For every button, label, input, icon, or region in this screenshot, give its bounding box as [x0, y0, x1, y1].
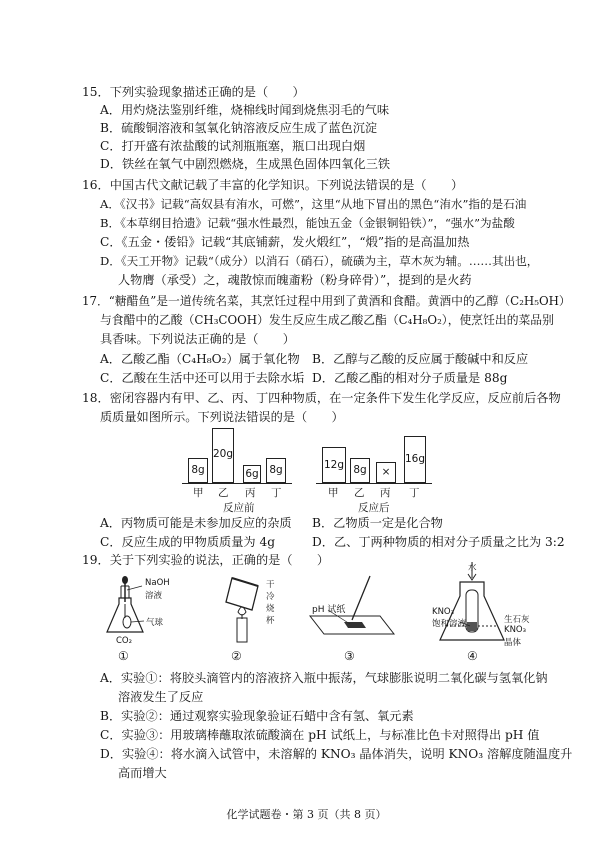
- q15-option-b: B．硫酸铜溶液和氢氧化钠溶液反应生成了蓝色沉淀: [100, 121, 378, 135]
- fig1-balloon-label: 气球: [146, 618, 164, 628]
- fig4-kno3-label: KNO₃: [432, 607, 455, 617]
- after-bar-bing: ×: [376, 462, 396, 483]
- after-caption: 反应后: [358, 502, 390, 514]
- fig2-label-shao: 烧: [266, 604, 275, 614]
- q19-stem: 19．关于下列实验的说法，正确的是（ ）: [82, 553, 330, 567]
- q19-option-b: B．实验②：通过观察实验现象验证石蜡中含有氢、氧元素: [100, 709, 414, 723]
- q16-stem: 16．中国古代文献记载了丰富的化学知识。下列说法错误的是（ ）: [82, 178, 464, 192]
- fig2-label-bei: 杯: [266, 616, 275, 626]
- q18-option-b: B．乙物质一定是化合物: [312, 516, 443, 530]
- after-label-yi: 乙: [354, 487, 365, 499]
- q17-line-3: 具香味。下列说法正确的是（ ）: [100, 332, 295, 346]
- q16-option-c: C．《五金・倭铅》记载“其底铺薪，发火煅红”，“煅”指的是高温加热: [100, 235, 470, 249]
- before-label-yi: 乙: [218, 487, 229, 499]
- q18-option-c: C．反应生成的甲物质质量为 4g: [100, 535, 276, 549]
- q18-option-a: A．丙物质可能是未参加反应的杂质: [100, 516, 292, 530]
- fig1-solution-label: 溶液: [145, 591, 163, 601]
- q15-option-c: C．打开盛有浓盐酸的试剂瓶瓶塞，瓶口出现白烟: [100, 139, 366, 153]
- q19-option-a-cont: 溶液发生了反应: [118, 690, 204, 704]
- fig1-co2-label: CO₂: [116, 636, 133, 646]
- after-label-bing: 丙: [380, 487, 391, 499]
- q16-option-a: A．《汉书》记载“高奴县有洧水，可燃”，这里“从地下冒出的黑色“洧水”指的是石油: [100, 197, 527, 211]
- after-bar-ding: 16g: [404, 436, 426, 483]
- q19-option-d-cont: 高而增大: [118, 766, 167, 780]
- before-bar-jia: 8g: [188, 458, 208, 483]
- q18-line-1: 18．密闭容器内有甲、乙、丙、丁四种物质，在一定条件下发生化学反应，反应前后各物: [82, 391, 561, 405]
- before-bar-yi: 20g: [212, 428, 234, 483]
- q15-option-a: A．用灼烧法鉴别纤维，烧棉线时闻到烧焦羽毛的气味: [100, 103, 390, 117]
- q18-option-d: D．乙、丁两种物质的相对分子质量之比为 3:2: [312, 535, 565, 549]
- fig4-saturated-label: 饱和溶液: [432, 619, 467, 629]
- fig1-number: ①: [118, 649, 129, 663]
- q16-option-d-cont: 人物膺（承受）之，魂散惊而魄齑粉（粉身碎骨）”，提到的是火药: [118, 273, 472, 287]
- q15-option-d: D．铁丝在氧气中剧烈燃烧，生成黑色固体四氧化三铁: [100, 157, 391, 171]
- before-caption: 反应前: [223, 502, 255, 514]
- q17-option-d: D．乙酸乙酯的相对分子质量是 88g: [312, 371, 508, 385]
- q17-line-1: 17．“糖醋鱼”是一道传统名菜，其烹饪过程中用到了黄酒和食醋。黄酒中的乙醇（C₂H₅OH）: [82, 294, 571, 308]
- fig3-ph-label: pH 试纸: [312, 605, 346, 615]
- q16-option-b: B．《本草纲目拾遗》记载“强水性最烈，能蚀五金（金银铜铅铁）”，“强水”为盐酸: [100, 216, 515, 230]
- fig2-number: ②: [231, 649, 242, 663]
- fig3-number: ③: [344, 649, 355, 663]
- before-axis: [182, 483, 292, 484]
- q17-option-a: A．乙酸乙酯（C₄H₈O₂）属于氧化物: [100, 352, 300, 366]
- q16-option-d: D．《天工开物》记载“（成分）以消石（硝石），硫磺为主，草木灰为辅。……其出也，: [100, 254, 539, 268]
- after-bar-yi: 8g: [350, 458, 370, 483]
- fig4-crystal-label: 晶体: [504, 638, 522, 648]
- fig4-water-label: 水: [468, 563, 477, 573]
- q19-option-c: C．实验③：用玻璃棒蘸取浓硫酸滴在 pH 试纸上，与标准比色卡对照得出 pH 值: [100, 728, 540, 742]
- fig2-label-leng: 冷: [266, 592, 275, 602]
- fig4-quicklime-label: 生石灰: [504, 615, 530, 625]
- after-label-ding: 丁: [409, 487, 420, 499]
- before-bar-ding: 8g: [266, 458, 286, 483]
- fig4-number: ④: [467, 649, 478, 663]
- fig4-kno3-crystal-label: KNO₃: [504, 625, 527, 635]
- after-label-jia: 甲: [328, 487, 339, 499]
- fig2-label-gan: 干: [266, 580, 275, 590]
- after-axis: [316, 483, 432, 484]
- q17-line-2: 与食醋中的乙酸（CH₃COOH）发生反应生成乙酸乙酯（C₄H₈O₂），使烹饪出的菜品别: [100, 313, 554, 327]
- before-label-ding: 丁: [271, 487, 282, 499]
- q15-stem: 15．下列实验现象描述正确的是（ ）: [82, 85, 305, 99]
- after-bar-jia: 12g: [322, 447, 346, 483]
- q19-option-a: A．实验①：将胶头滴管内的溶液挤入瓶中振荡，气球膨胀说明二氧化碳与氢氧化钠: [100, 671, 548, 685]
- q19-option-d: D．实验④：将水滴入试管中，未溶解的 KNO₃ 晶体消失，说明 KNO₃ 溶解度随温度升: [100, 747, 573, 761]
- page-footer: 化学试题卷・第 3 页（共 8 页）: [226, 808, 387, 821]
- before-label-bing: 丙: [245, 487, 256, 499]
- fig1-naoh-label: NaOH: [145, 578, 170, 588]
- before-label-jia: 甲: [193, 487, 204, 499]
- q17-option-c: C．乙酸在生活中还可以用于去除水垢: [100, 371, 305, 385]
- before-bar-bing: 6g: [243, 465, 261, 483]
- q17-option-b: B．乙醇与乙酸的反应属于酸碱中和反应: [312, 352, 529, 366]
- q18-line-2: 质质量如图所示。下列说法错误的是（ ）: [100, 410, 344, 424]
